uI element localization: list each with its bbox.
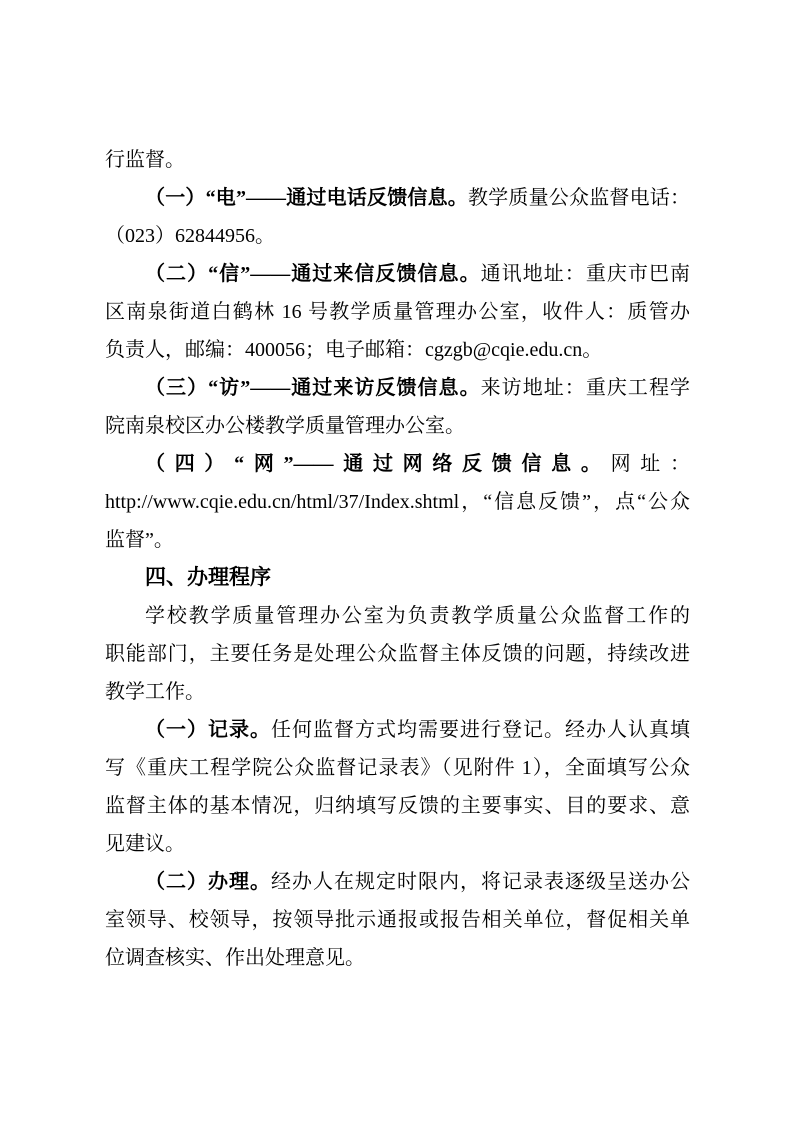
- line-text: 来访地址：重庆工程学: [480, 377, 690, 399]
- office-paragraph-line-3: [105, 673, 690, 711]
- item-3-bold-lead: （三）“访”——通过来访反馈信息。: [145, 377, 481, 399]
- record-bold-lead: （一）记录。: [145, 719, 271, 741]
- mail-address-line: [105, 293, 690, 331]
- line-text: 职能部门，主要任务是处理公众监督主体反馈的问题，持续改进: [105, 643, 690, 665]
- line-text: 监督主体的基本情况，归纳填写反馈的主要事实、目的要求、意: [105, 795, 690, 817]
- line-text: 室领导、校领导，按领导批示通报或报告相关单位，督促相关单: [105, 909, 690, 931]
- line-text: 学校教学质量管理办公室为负责教学质量公众监督工作的: [145, 605, 690, 627]
- handle-item-line-2: [105, 901, 690, 939]
- line-text: 行监督。: [105, 149, 185, 171]
- line-text: 教学质量公众监督电话：: [468, 187, 690, 209]
- line-text: 写《重庆工程学院公众监督记录表》（见附件 1），全面填写公众: [105, 757, 690, 779]
- record-item-line-3: [105, 787, 690, 825]
- item-4-bold-lead: （四）“网”——通过网络反馈信息。: [145, 453, 611, 475]
- visit-address-line: [105, 407, 690, 445]
- section-heading-text: 四、办理程序: [145, 566, 271, 589]
- record-item-line-2: [105, 749, 690, 787]
- paragraph-continuation-line: [105, 141, 690, 179]
- line-text: 位调查核实、作出处理意见。: [105, 947, 365, 969]
- line-text: 区南泉街道白鹤林 16 号教学质量管理办公室，收件人：质管办: [105, 301, 690, 323]
- item-4-web-line: [105, 445, 690, 483]
- web-url: http://www.cqie.edu.cn/html/37/Index.shtml，“信息反馈”，点“公众: [105, 491, 690, 513]
- section-4-heading: [105, 559, 690, 597]
- line-text: 经办人在规定时限内，将记录表逐级呈送办公: [271, 871, 690, 893]
- phone-number: （023）62844956。: [105, 225, 275, 247]
- line-text: 教学工作。: [105, 681, 205, 703]
- line-text: 负责人，邮编：400056；电子邮箱：cgzgb@cqie.edu.cn。: [105, 339, 603, 361]
- item-1-bold-lead: （一）“电”——通过电话反馈信息。: [145, 187, 468, 209]
- line-text: 通讯地址：重庆市巴南: [480, 263, 690, 285]
- line-text: 任何监督方式均需要进行登记。经办人认真填: [271, 719, 690, 741]
- line-text: 院南泉校区办公楼教学质量管理办公室。: [105, 415, 465, 437]
- item-2-mail-line: [105, 255, 690, 293]
- web-url-tail-line: [105, 521, 690, 559]
- office-paragraph-line-2: [105, 635, 690, 673]
- handle-bold-lead: （二）办理。: [145, 871, 271, 893]
- mail-email-line: [105, 331, 690, 369]
- item-2-bold-lead: （二）“信”——通过来信反馈信息。: [145, 263, 481, 285]
- handle-item-line-3: [105, 939, 690, 977]
- line-text: 网址：: [610, 453, 691, 475]
- record-item-line-1: [105, 711, 690, 749]
- item-1-phone-line: [105, 179, 690, 217]
- line-text: 监督”。: [105, 529, 174, 551]
- handle-item-line-1: [105, 863, 690, 901]
- item-3-visit-line: [105, 369, 690, 407]
- line-text: 见建议。: [105, 833, 185, 855]
- web-url-line: [105, 483, 690, 521]
- office-paragraph-line-1: [105, 597, 690, 635]
- phone-number-line: [105, 217, 690, 255]
- record-item-line-4: [105, 825, 690, 863]
